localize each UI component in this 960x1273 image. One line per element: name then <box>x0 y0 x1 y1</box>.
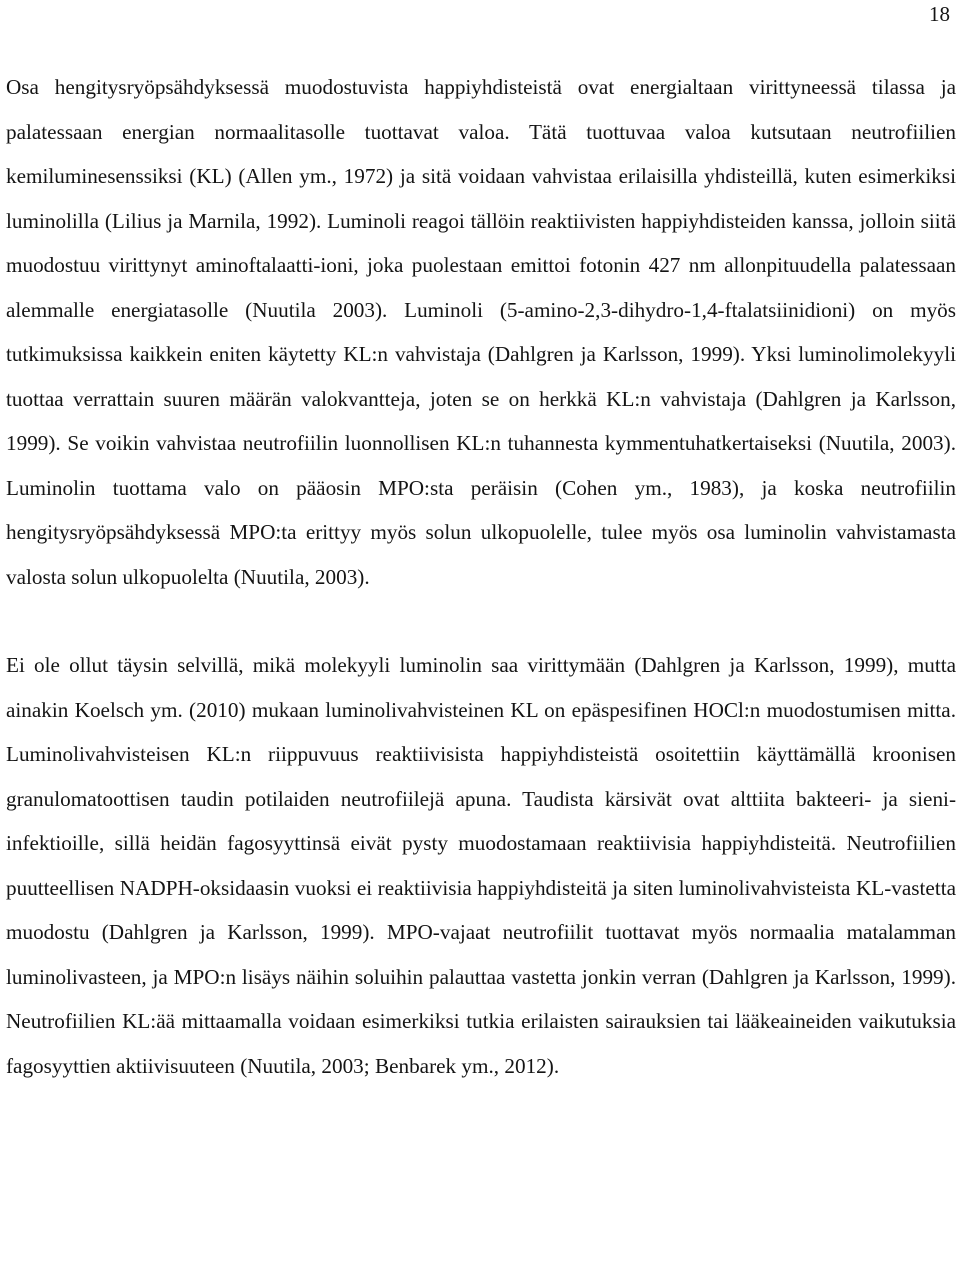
paragraph-chemiluminescence: Osa hengitysryöpsähdyksessä muodostuvista happiyhdisteistä ovat energialtaan virittyneessä tilassa ja palatessaan energian normaalitasolle tuottavat valoa. Tätä tuottuvaa valoa kutsutaan neutrofiilien kemiluminesenssiksi (KL) (Allen ym., 1972) ja sitä voidaan vahvistaa erilaisilla yhdisteillä, kuten esimerkiksi luminolilla (Lilius ja Marnila, 1992). Luminoli reagoi tällöin reaktiivisten happiyhdisteiden kanssa, jolloin siitä muodostuu virittynyt aminoftalaatti-ioni, joka puolestaan emittoi fotonin 427 nm allonpituudella palatessaan alemmalle energiatasolle (Nuutila 2003). Luminoli (5-amino-2,3-dihydro-1,4-ftalatsiinidioni) on myös tutkimuksissa kaikkein eniten käytetty KL:n vahvistaja (Dahlgren ja Karlsson, 1999). Yksi luminolimolekyyli tuottaa verrattain suuren määrän valokvantteja, joten se on herkkä KL:n vahvistaja (Dahlgren ja Karlsson, 1999). Se voikin vahvistaa neutrofiilin luonnollisen KL:n tuhannesta kymmentuhatkertaiseksi (Nuutila, 2003). Luminolin tuottama valo on pääosin MPO:sta peräisin (Cohen ym., 1983), ja koska neutrofiilin hengitysryöpsähdyksessä MPO:ta erittyy myös solun ulkopuolelle, tulee myös osa luminolin vahvistamasta valosta solun ulkopuolelta (Nuutila, 2003). <box>6 75 956 589</box>
document-body <box>6 65 956 1088</box>
page-number: 18 <box>929 2 950 26</box>
paragraph-luminol-mechanism: Ei ole ollut täysin selvillä, mikä molekyyli luminolin saa virittymään (Dahlgren ja Karlsson, 1999), mutta ainakin Koelsch ym. (2010) mukaan luminolivahvisteinen KL on epäspesifinen HOCl:n muodostumisen mitta. Luminolivahvisteisen KL:n riippuvuus reaktiivisista happiyhdisteistä osoitettiin käyttämällä kroonisen granulomatoottisen taudin potilaiden neutrofiilejä apuna. Taudista kärsivät ovat alttiita bakteeri- ja sieni-infektioille, sillä heidän fagosyyttinsä eivät pysty muodostamaan reaktiivisia happiyhdisteitä. Neutrofiilien puutteellisen NADPH-oksidaasin vuoksi ei reaktiivisia happiyhdisteitä ja siten luminolivahvisteista KL-vastetta muodostu (Dahlgren ja Karlsson, 1999). MPO-vajaat neutrofiilit tuottavat myös normaalia matalamman luminolivasteen, ja MPO:n lisäys näihin soluihin palauttaa vastetta jonkin verran (Dahlgren ja Karlsson, 1999). Neutrofiilien KL:ää mittaamalla voidaan esimerkiksi tutkia erilaisten sairauksien tai lääkeaineiden vaikutuksia fagosyyttien aktiivisuuteen (Nuutila, 2003; Benbarek ym., 2012). <box>6 653 956 1078</box>
